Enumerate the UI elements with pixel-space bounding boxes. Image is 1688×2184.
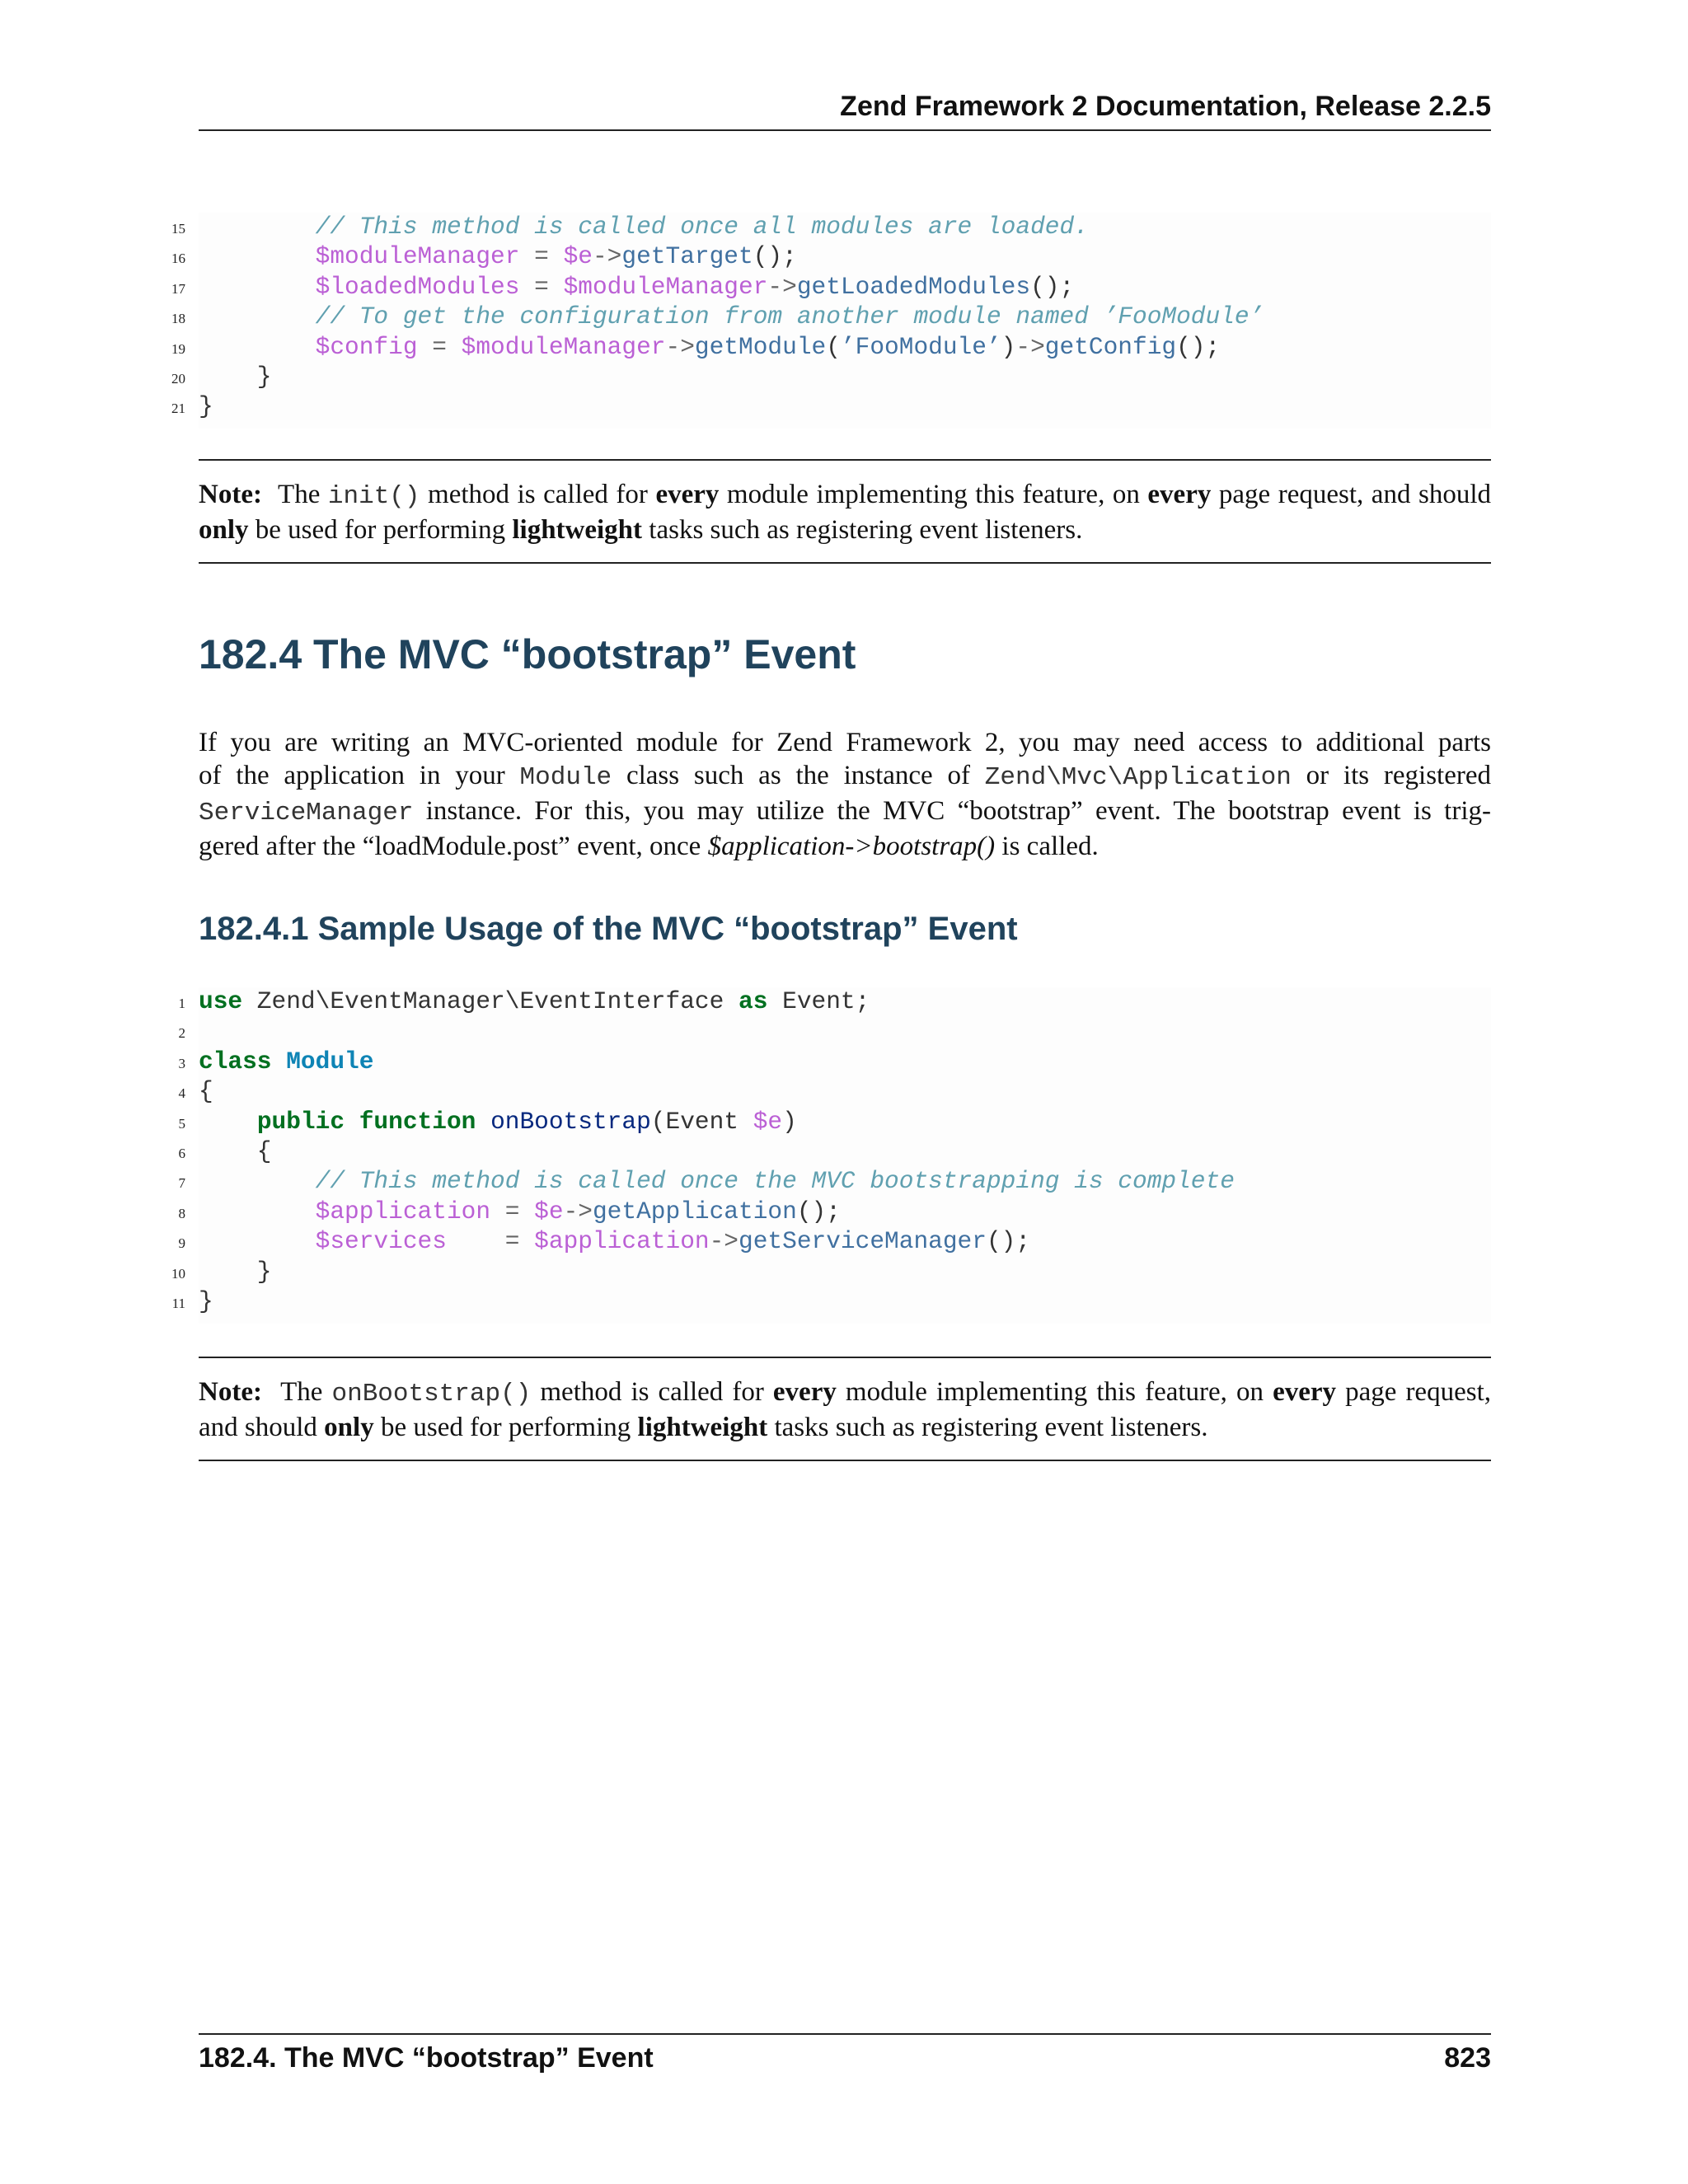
code-block-sample <box>171 987 1491 1324</box>
note-text: tasks such as registering event listeners. <box>642 515 1083 545</box>
code-token: (); <box>796 1197 841 1226</box>
code-text <box>199 333 1220 361</box>
note-text: method is called for <box>531 1377 773 1407</box>
note-bold: only <box>199 515 249 545</box>
code-token <box>199 1167 316 1195</box>
code-text <box>199 1197 841 1226</box>
note-text: page request, <box>1336 1377 1491 1407</box>
code-token: Event; <box>767 987 870 1015</box>
note-line <box>199 1411 1491 1444</box>
inline-code: Module <box>519 763 612 792</box>
note-text: and should <box>199 1413 325 1442</box>
line-number: 8 <box>178 1205 185 1221</box>
note-label: Note: <box>199 480 262 509</box>
code-token: (); <box>1030 272 1075 301</box>
para-text: If you are writing an MVC-oriented module for Zend Framework 2, you may need access to additional parts <box>199 728 1491 757</box>
note-bold: only <box>324 1413 374 1442</box>
note-top-rule <box>199 1357 1491 1358</box>
running-header: Zend Framework 2 Documentation, Release 2.2.5 <box>840 91 1491 122</box>
line-number: 1 <box>178 996 185 1011</box>
note-onbootstrap <box>199 1376 1491 1444</box>
code-token: } <box>199 392 213 421</box>
code-text <box>199 1077 213 1105</box>
line-number: 17 <box>171 280 185 297</box>
code-token: } <box>199 1257 272 1286</box>
code-token: getServiceManager <box>738 1227 987 1256</box>
code-token <box>199 333 316 361</box>
code-token: (); <box>986 1227 1031 1256</box>
note-text: The <box>278 480 328 509</box>
page-number: 823 <box>1444 2042 1491 2074</box>
code-text <box>199 1227 1030 1255</box>
code-token <box>476 1108 490 1136</box>
line-number: 11 <box>171 1296 185 1311</box>
code-token: } <box>199 363 272 391</box>
line-number: 7 <box>178 1175 185 1192</box>
para-text: instance. For this, you may utilize the MVC “bootstrap” event. The bootstrap event is trig- <box>413 796 1491 826</box>
code-token <box>345 1108 359 1136</box>
para-text: class such as the instance of <box>612 761 985 790</box>
code-token: $moduleManager <box>563 272 768 301</box>
code-token: $moduleManager <box>461 332 666 361</box>
code-token: function <box>359 1107 476 1136</box>
para-text: or its registered <box>1291 761 1491 790</box>
code-token: // This method is called once the MVC bootstrapping is complete <box>315 1167 1235 1196</box>
code-block-continued <box>171 213 1491 429</box>
para-text: is called. <box>995 832 1099 861</box>
note-text: The <box>280 1377 332 1407</box>
section-paragraph <box>199 726 1491 863</box>
note-bottom-rule <box>199 1460 1491 1461</box>
note-bold: every <box>655 480 720 509</box>
code-text <box>199 1167 1235 1195</box>
code-token: Zend\EventManager\EventInterface <box>242 987 739 1015</box>
code-token: $moduleManager <box>315 242 520 271</box>
code-token: as <box>738 987 768 1015</box>
code-token: { <box>199 1077 213 1106</box>
note-label: Note: <box>199 1377 262 1407</box>
note-top-rule <box>199 459 1491 461</box>
note-text: module implementing this feature, on <box>836 1377 1273 1407</box>
code-text <box>199 392 213 420</box>
code-token: getModule <box>694 332 827 361</box>
code-token <box>199 213 316 241</box>
code-text <box>199 242 797 270</box>
code-text <box>199 1047 373 1076</box>
code-token: $config <box>315 332 418 361</box>
note-text: page request, and should <box>1211 480 1491 509</box>
code-token: = <box>417 332 462 361</box>
note-line <box>199 478 1491 513</box>
line-number: 21 <box>171 401 185 417</box>
code-token: $e <box>753 1107 783 1136</box>
note-init <box>199 478 1491 546</box>
code-token: = <box>446 1227 535 1256</box>
line-number: 16 <box>171 251 185 267</box>
note-text: be used for performing <box>373 1413 638 1442</box>
note-bold: every <box>1147 480 1212 509</box>
code-token: getTarget <box>621 242 753 271</box>
code-token: -> <box>563 1197 593 1226</box>
code-token: -> <box>709 1227 739 1256</box>
note-bold: every <box>772 1377 837 1407</box>
line-number: 9 <box>178 1235 185 1252</box>
code-token: -> <box>665 332 695 361</box>
line-number: 19 <box>171 340 185 357</box>
note-text: module implementing this feature, on <box>719 480 1148 509</box>
code-token <box>199 1227 316 1255</box>
code-text <box>199 987 870 1015</box>
line-number: 5 <box>178 1115 185 1132</box>
line-number: 4 <box>178 1085 185 1102</box>
line-number: 6 <box>178 1146 185 1161</box>
section-heading: 182.4 The MVC “bootstrap” Event <box>199 631 856 677</box>
code-token: ( <box>826 332 841 361</box>
code-token: getLoadedModules <box>796 272 1031 301</box>
code-token: -> <box>592 242 622 271</box>
subsection-heading: 182.4.1 Sample Usage of the MVC “bootstrap” Event <box>199 911 1018 947</box>
code-token: = <box>519 242 564 271</box>
code-token: $e <box>534 1197 564 1226</box>
note-bottom-rule <box>199 562 1491 564</box>
para-line <box>199 794 1491 830</box>
code-token: ) <box>782 1107 797 1136</box>
code-text <box>199 1258 272 1286</box>
footer-rule <box>199 2033 1491 2035</box>
para-emphasis: $application->bootstrap() <box>707 832 996 861</box>
code-token <box>199 1197 316 1226</box>
code-token: (); <box>1176 332 1221 361</box>
note-bold: every <box>1273 1377 1337 1407</box>
code-token: getConfig <box>1044 332 1177 361</box>
para-text: of the application in your <box>199 761 520 790</box>
inline-code: Zend\Mvc\Application <box>984 763 1292 792</box>
code-token: { <box>199 1137 272 1165</box>
code-token <box>199 1108 257 1136</box>
para-line <box>199 830 1491 863</box>
code-token: public <box>256 1107 345 1136</box>
code-token <box>199 302 316 330</box>
code-token <box>272 1047 287 1076</box>
code-token: class <box>199 1047 272 1076</box>
note-text: method is called for <box>420 480 656 509</box>
code-token: $application <box>534 1227 710 1256</box>
code-token: // To get the configuration from another module named ’FooModule’ <box>315 302 1264 331</box>
code-token: $loadedModules <box>315 272 520 301</box>
para-text: gered after the “loadModule.post” event, once <box>199 832 708 861</box>
code-text <box>199 1137 272 1165</box>
code-token: Module <box>286 1047 374 1076</box>
code-token: (Event <box>650 1107 753 1136</box>
line-number: 2 <box>178 1025 185 1042</box>
code-text <box>199 302 1264 330</box>
footer-section-title: 182.4. The MVC “bootstrap” Event <box>199 2042 654 2074</box>
para-line <box>199 759 1491 794</box>
code-token: -> <box>1015 332 1045 361</box>
note-line <box>199 1376 1491 1411</box>
code-token: ) <box>1001 332 1016 361</box>
para-line <box>199 726 1491 759</box>
code-token: // This method is called once all modules are loaded. <box>315 213 1089 241</box>
line-number: 15 <box>171 221 185 237</box>
line-number: 3 <box>178 1055 185 1071</box>
code-token: ’FooModule’ <box>840 332 1001 361</box>
note-bold: lightweight <box>512 515 643 545</box>
line-number: 18 <box>171 311 185 327</box>
code-token: onBootstrap <box>490 1107 651 1136</box>
code-text <box>199 1287 213 1315</box>
code-text <box>199 273 1074 301</box>
code-token <box>199 242 316 270</box>
code-token: = <box>519 272 564 301</box>
note-bold: lightweight <box>637 1413 768 1442</box>
code-text <box>199 213 1089 241</box>
code-token: getApplication <box>592 1197 797 1226</box>
line-number: 20 <box>171 371 185 387</box>
inline-code: init() <box>327 482 420 511</box>
note-text: tasks such as registering event listeners. <box>767 1413 1208 1442</box>
code-token: = <box>490 1197 535 1226</box>
code-token: } <box>199 1287 213 1315</box>
code-token: $e <box>563 242 593 271</box>
note-text: be used for performing <box>248 515 513 545</box>
line-number: 10 <box>171 1265 185 1282</box>
code-text <box>199 1108 797 1136</box>
code-token: $application <box>315 1197 491 1226</box>
code-text <box>199 363 272 391</box>
inline-code: ServiceManager <box>199 799 414 827</box>
inline-code: onBootstrap() <box>331 1380 532 1408</box>
code-token <box>199 273 316 301</box>
code-token: (); <box>753 242 797 271</box>
code-token: -> <box>767 272 797 301</box>
header-rule <box>199 129 1491 131</box>
code-token: use <box>199 987 243 1015</box>
code-token: $services <box>315 1227 447 1256</box>
note-line <box>199 513 1491 546</box>
